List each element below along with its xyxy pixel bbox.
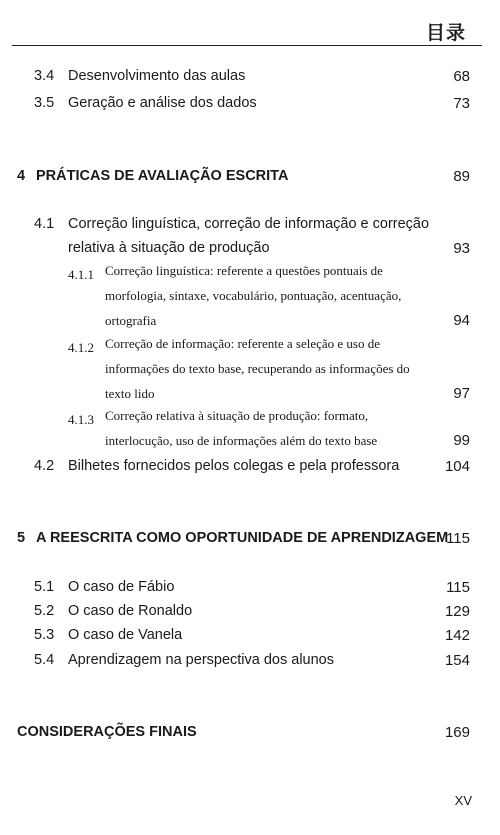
entry-page: 93 [453, 240, 470, 257]
entry-title: Aprendizagem na perspectiva dos alunos [68, 652, 334, 668]
entry-page: 142 [444, 627, 470, 644]
entry-page: 94 [453, 312, 470, 329]
chapter-title: PRÁTICAS DE AVALIAÇÃO ESCRITA [36, 168, 289, 184]
entry-title-line-1: Correção de informação: referente a seleção e uso de [105, 336, 381, 351]
entry-number: 3.4 [34, 68, 55, 84]
entry-number: 4.1.2 [68, 340, 94, 355]
entry-page: 115 [446, 579, 470, 596]
entry-number: 4.2 [34, 458, 55, 474]
entry-page: 89 [453, 168, 470, 185]
chapter-title: A REESCRITA COMO OPORTUNIDADE DE APRENDIZAGEM [36, 530, 449, 546]
entry-title: O caso de Ronaldo [68, 603, 193, 619]
entry-title-line-2: morfologia, sintaxe, vocabulário, pontuação, acentuação, [105, 288, 402, 303]
entry-title: O caso de Vanela [68, 627, 183, 643]
chapter-number: 4 [17, 168, 26, 184]
entry-page: 97 [453, 385, 470, 402]
entry-title-line-2: informações do texto base, recuperando as informações do [105, 361, 410, 376]
entry-title-line-3: texto lido [105, 386, 155, 401]
entry-page: 129 [444, 603, 470, 620]
entry-title: Desenvolvimento das aulas [68, 68, 246, 84]
entry-title: Bilhetes fornecidos pelos colegas e pela professora [68, 458, 400, 474]
entry-title-line-2: interlocução, uso de informações além do texto base [105, 433, 378, 448]
entry-title-line-2: relativa à situação de produção [68, 240, 270, 256]
header-rule [12, 45, 482, 46]
entry-page: 154 [444, 652, 470, 669]
folio-page-number: XV [454, 793, 472, 808]
entry-page: 115 [446, 530, 470, 547]
entry-title: Geração e análise dos dados [68, 95, 257, 111]
running-header-title: 目录 [425, 22, 466, 44]
entry-title-line-1: Correção relativa à situação de produção: formato, [105, 408, 369, 423]
entry-number: 3.5 [34, 95, 55, 111]
entry-number: 4.1.1 [68, 267, 94, 282]
entry-page: 99 [453, 432, 470, 449]
entry-title-line-1: Correção linguística, correção de informação e correção [68, 216, 430, 232]
entry-number: 5.4 [34, 652, 55, 668]
entry-number: 5.2 [34, 603, 55, 619]
entry-number: 4.1.3 [68, 412, 94, 427]
entry-page: 169 [444, 724, 470, 741]
entry-page: 73 [453, 95, 470, 112]
entry-number: 4.1 [34, 216, 55, 232]
entry-title-line-1: Correção linguística: referente a questões pontuais de [105, 263, 383, 278]
entry-title-line-3: ortografia [105, 313, 157, 328]
entry-page: 68 [453, 68, 470, 85]
chapter-title: CONSIDERAÇÕES FINAIS [17, 724, 197, 740]
entry-number: 5.1 [34, 579, 55, 595]
entry-title: O caso de Fábio [68, 579, 175, 595]
chapter-number: 5 [17, 530, 26, 546]
entry-number: 5.3 [34, 627, 55, 643]
entry-page: 104 [444, 458, 470, 475]
